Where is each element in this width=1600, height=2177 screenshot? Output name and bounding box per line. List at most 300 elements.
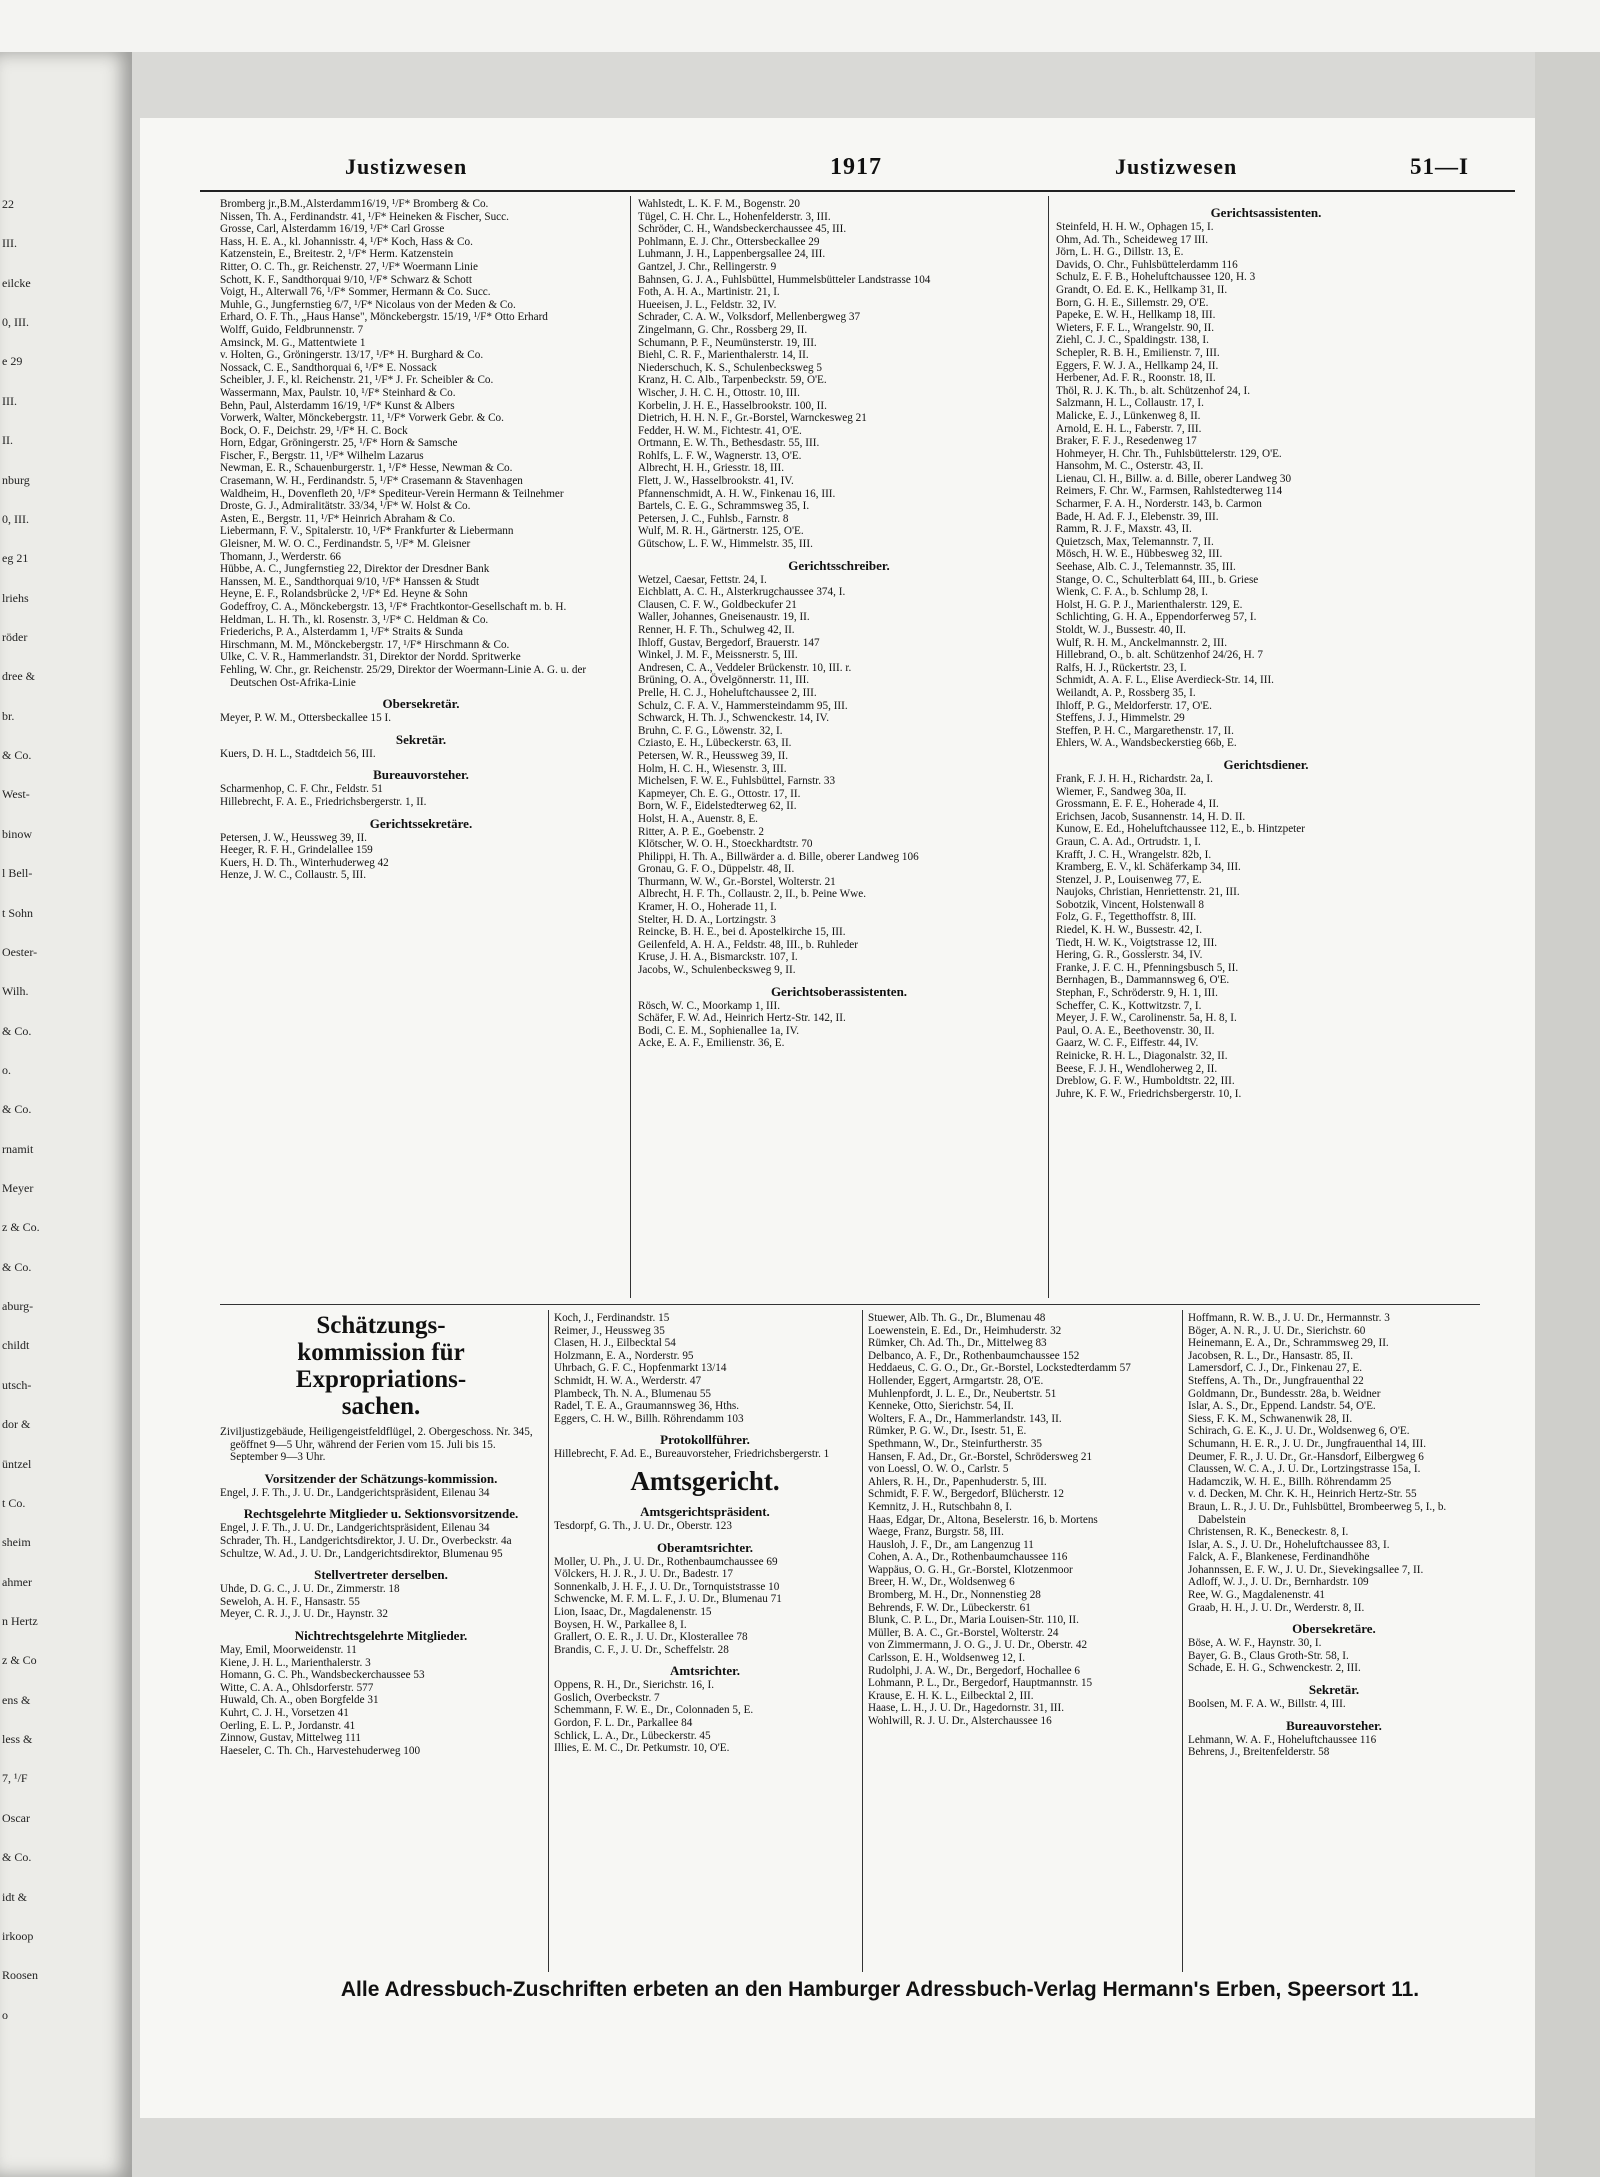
directory-entry: Franke, J. F. C. H., Pfenningsbusch 5, II. bbox=[1056, 961, 1239, 974]
adjacent-page-fragment: & Co. bbox=[2, 1259, 32, 1274]
directory-entry: Waller, Johannes, Gneisenaustr. 19, II. bbox=[638, 611, 810, 624]
directory-entry: Sonnenkalb, J. H. F., J. U. Dr., Tornquiststrasse 10 bbox=[554, 1580, 780, 1593]
directory-entry: Cohen, A. A., Dr., Rothenbaumchaussee 116 bbox=[868, 1551, 1068, 1564]
directory-entry: Petersen, W. R., Heussweg 39, II. bbox=[638, 749, 789, 762]
directory-page bbox=[140, 118, 1535, 2118]
directory-entry: Boolsen, M. F. A. W., Billstr. 4, III. bbox=[1188, 1698, 1346, 1711]
directory-entry: Waldheim, H., Dovenfleth 20, ¹/F* Spediteur-Verein Hermann & Teilnehmer bbox=[220, 487, 564, 500]
adjacent-page-fragment: Wilh. bbox=[2, 984, 29, 999]
directory-entry: Lehmann, W. A. F., Hoheluftchaussee 116 bbox=[1188, 1733, 1377, 1746]
directory-entry: Heinemann, E. A., Dr., Schrammsweg 29, II. bbox=[1188, 1337, 1389, 1350]
adjacent-page-fragment: less & bbox=[2, 1732, 33, 1747]
directory-entry: Seehase, Alb. C. J., Telemannstr. 35, III. bbox=[1056, 561, 1236, 574]
directory-entry: Zingelmann, G. Chr., Rossberg 29, II. bbox=[638, 323, 808, 336]
section-heading: Nichtrechtsgelehrte Mitglieder. bbox=[294, 1627, 468, 1643]
directory-entry: Braker, F. F. J., Resedenweg 17 bbox=[1056, 435, 1197, 448]
directory-entry: Lienau, Cl. H., Billw. a. d. Bille, oberer Landweg 30 bbox=[1056, 472, 1292, 485]
adjacent-page-fragment: idt & bbox=[2, 1889, 28, 1904]
directory-entry: Goldmann, Dr., Bundesstr. 28a, b. Weidner bbox=[1188, 1387, 1381, 1400]
directory-entry: Waege, Franz, Burgstr. 58, III. bbox=[868, 1526, 1004, 1539]
directory-entry: Schade, E. H. G., Schwenckestr. 2, III. bbox=[1188, 1662, 1361, 1675]
directory-entry: Crasemann, W. H., Ferdinandstr. 5, ¹/F* Crasemann & Stavenhagen bbox=[220, 475, 523, 488]
directory-entry: Eichblatt, A. C. H., Alsterkrugchaussee 374, I. bbox=[638, 586, 846, 599]
directory-entry: Reincke, B. H. E., bei d. Apostelkirche 15, III. bbox=[638, 926, 846, 939]
directory-entry: Pohlmann, E. J. Chr., Ottersbeckallee 29 bbox=[638, 235, 820, 248]
adjacent-page-fragment: binow bbox=[2, 826, 32, 841]
directory-entry: Erichsen, Jacob, Susannenstr. 14, H. D. II. bbox=[1056, 810, 1246, 823]
directory-entry: Kenneke, Otto, Sierichstr. 54, II. bbox=[868, 1400, 1014, 1413]
directory-entry: Plambeck, Th. N. A., Blumenau 55 bbox=[554, 1387, 712, 1400]
section-heading: Gerichtsschreiber. bbox=[788, 557, 890, 573]
adjacent-page-fragment: dor & bbox=[2, 1417, 31, 1432]
directory-entry: Cziasto, E. H., Lübeckerstr. 63, II. bbox=[638, 737, 792, 750]
directory-entry: Bahnsen, G. J. A., Fuhlsbüttel, Hummelsbütteler Landstrasse 104 bbox=[638, 273, 931, 286]
directory-entry: Rösch, W. C., Moorkamp 1, III. bbox=[638, 999, 781, 1012]
directory-entry: Henze, J. W. C., Collaustr. 5, III. bbox=[220, 869, 367, 882]
directory-entry: Siess, F. K. M., Schwanenwik 28, II. bbox=[1188, 1412, 1353, 1425]
directory-entry: Gaarz, W. C. F., Eiffestr. 44, IV. bbox=[1056, 1037, 1199, 1050]
directory-entry: Böse, A. W. F., Haynstr. 30, I. bbox=[1188, 1637, 1322, 1650]
scanner-background-right bbox=[1535, 52, 1600, 2177]
directory-entry: Behrens, J., Breitenfelderstr. 58 bbox=[1188, 1746, 1330, 1759]
adjacent-page-fragment: & Co. bbox=[2, 1023, 32, 1038]
directory-entry: Thöl, R. J. K. Th., b. alt. Schützenhof 24, I. bbox=[1056, 384, 1251, 397]
directory-entry: Braun, L. R., J. U. Dr., Fuhlsbüttel, Brombeerweg 5, I., b. Dabelstein bbox=[1188, 1500, 1447, 1526]
directory-entry: Schlick, L. A., Dr., Lübeckerstr. 45 bbox=[554, 1729, 711, 1742]
section-heading: Amtsgerichtspräsident. bbox=[640, 1503, 770, 1519]
directory-entry: Eggers, C. H. W., Billh. Röhrendamm 103 bbox=[554, 1412, 744, 1425]
directory-entry: Grandt, O. Ed. E. K., Hellkamp 31, II. bbox=[1056, 283, 1228, 296]
adjacent-page-fragment: Roosen bbox=[2, 1968, 38, 1983]
directory-entry: Stephan, F., Schröderstr. 9, H. 1, III. bbox=[1056, 987, 1218, 1000]
adjacent-page-fragment: o bbox=[2, 2007, 8, 2022]
directory-entry: Hollender, Eggert, Armgartstr. 28, O'E. bbox=[868, 1374, 1044, 1387]
directory-entry: Zinnow, Gustav, Mittelweg 111 bbox=[220, 1732, 361, 1745]
directory-entry: Hueeisen, J. L., Feldstr. 32, IV. bbox=[638, 298, 777, 311]
directory-entry: Folz, G. F., Tegetthoffstr. 8, III. bbox=[1056, 911, 1197, 924]
adjacent-page-fragment: o. bbox=[2, 1062, 11, 1077]
directory-entry: Wohlwill, R. J. U. Dr., Alsterchaussee 16 bbox=[868, 1715, 1052, 1727]
directory-entry: Kruse, J. H. A., Bismarckstr. 107, I. bbox=[638, 951, 798, 964]
column-1 bbox=[220, 198, 622, 1296]
directory-entry: Wahlstedt, L. K. F. M., Bogenstr. 20 bbox=[638, 198, 800, 210]
directory-entry: Schrader, Th. H., Landgerichtsdirektor, J. U. Dr., Overbeckstr. 4a bbox=[220, 1534, 512, 1547]
section-title: Amtsgericht. bbox=[630, 1465, 780, 1496]
directory-entry: Scharmer, F. A. H., Norderstr. 143, b. Carmon bbox=[1056, 498, 1262, 511]
directory-entry: Katzenstein, E., Breitestr. 2, ¹/F* Herm. Katzenstein bbox=[220, 248, 454, 261]
directory-entry: Schmidt, A. A. F. L., Elise Averdieck-Str. 14, III. bbox=[1056, 674, 1274, 687]
directory-entry: Hohmeyer, H. Chr. Th., Fuhlsbüttelerstr. 129, O'E. bbox=[1056, 447, 1282, 460]
adjacent-page-fragment: 0, III. bbox=[2, 315, 29, 330]
directory-entry: Davids, O. Chr., Fuhlsbüttelerdamm 116 bbox=[1056, 258, 1238, 271]
section-heading: Gerichtssekretäre. bbox=[369, 815, 473, 831]
directory-entry: Fischer, F., Bergstr. 11, ¹/F* Wilhelm Lazarus bbox=[220, 449, 424, 462]
section-heading: Gerichtsassistenten. bbox=[1210, 205, 1322, 220]
directory-entry: Biehl, C. R. F., Marienthalerstr. 14, II. bbox=[638, 349, 809, 362]
directory-entry: Meyer, C. R. J., J. U. Dr., Haynstr. 32 bbox=[220, 1608, 388, 1621]
directory-entry: Kapmeyer, Ch. E. G., Ottostr. 17, II. bbox=[638, 787, 801, 800]
directory-entry: Huwald, Ch. A., oben Borgfelde 31 bbox=[220, 1694, 379, 1707]
directory-entry: Wulf, M. R. H., Gärtnerstr. 125, O'E. bbox=[638, 525, 804, 538]
directory-entry: Hillebrecht, F. Ad. E., Bureauvorsteher, Friedrichsbergerstr. 1 bbox=[554, 1448, 830, 1461]
running-header-year: 1917 bbox=[830, 154, 882, 180]
directory-entry: Bodi, C. E. M., Sophienallee 1a, IV. bbox=[638, 1024, 800, 1037]
directory-entry: Thurmann, W. W., Gr.-Borstel, Wolterstr. 21 bbox=[638, 875, 836, 888]
directory-entry: Koch, J., Ferdinandstr. 15 bbox=[554, 1312, 670, 1324]
directory-entry: Fedder, H. W. M., Fichtestr. 41, O'E. bbox=[638, 424, 802, 437]
directory-entry: Hass, H. E. A., kl. Johannisstr. 4, ¹/F* Koch, Hass & Co. bbox=[220, 235, 473, 248]
directory-entry: Wienk, C. F. A., b. Schlump 28, I. bbox=[1056, 586, 1208, 599]
directory-entry: Stange, O. C., Schulterblatt 64, III., b. Griese bbox=[1056, 573, 1259, 586]
directory-entry: Scheffer, C. K., Kottwitzstr. 7, I. bbox=[1056, 999, 1202, 1012]
directory-entry: Reinicke, R. H. L., Diagonalstr. 32, II. bbox=[1056, 1050, 1228, 1062]
section-heading: Rechtsgelehrte Mitglieder u. Sektionsvorsitzende. bbox=[243, 1506, 519, 1522]
directory-entry: Goslich, Overbeckstr. 7 bbox=[554, 1691, 660, 1704]
directory-entry: Boysen, H. W., Parkallee 8, I. bbox=[554, 1618, 687, 1631]
directory-entry: Kuers, D. H. L., Stadtdeich 56, III. bbox=[220, 747, 376, 760]
directory-entry: Michelsen, F. W. E., Fuhlsbüttel, Farnstr. 33 bbox=[638, 775, 836, 788]
directory-entry: Islar, A. S., Dr., Eppend. Landstr. 54, O'E. bbox=[1188, 1400, 1376, 1413]
directory-entry: Haase, L. H., J. U. Dr., Hagedornstr. 31, III. bbox=[868, 1702, 1065, 1715]
directory-entry: Tesdorpf, G. Th., J. U. Dr., Oberstr. 123 bbox=[554, 1519, 732, 1532]
directory-entry: Malicke, E. J., Lünkenweg 8, II. bbox=[1056, 409, 1201, 422]
adjacent-page-fragment: n Hertz bbox=[2, 1614, 38, 1629]
adjacent-page-fragment: ens & bbox=[2, 1692, 31, 1707]
directory-entry: Rümker, P. G. W., Dr., Isestr. 51, E. bbox=[868, 1425, 1027, 1438]
directory-entry: Wappäus, O. G. H., Gr.-Borstel, Klotzenmoor bbox=[868, 1563, 1073, 1576]
adjacent-page-fragment: III. bbox=[2, 236, 17, 251]
directory-entry: Ritter, A. P. E., Goebenstr. 2 bbox=[638, 825, 765, 838]
directory-entry: Ziehl, C. J. C., Spaldingstr. 138, I. bbox=[1056, 334, 1209, 347]
directory-entry: Uhrbach, G. F. C., Hopfenmarkt 13/14 bbox=[554, 1362, 727, 1375]
adjacent-page-fragment: irkoop bbox=[2, 1928, 34, 1943]
directory-entry: Clasen, H. J., Eilbecktal 54 bbox=[554, 1337, 676, 1350]
directory-entry: Gantzel, J. Chr., Rellingerstr. 9 bbox=[638, 260, 777, 273]
directory-entry: Prelle, H. C. J., Hoheluftchaussee 2, III. bbox=[638, 686, 817, 699]
directory-entry: Amsinck, M. G., Mattentwiete 1 bbox=[220, 336, 366, 349]
directory-entry: Ree, W. G., Magdalenenstr. 41 bbox=[1188, 1589, 1326, 1602]
section-heading: Obersekretäre. bbox=[1292, 1621, 1376, 1637]
directory-entry: Steffens, J. J., Himmelstr. 29 bbox=[1056, 712, 1185, 725]
directory-entry: Haeseler, C. Th. Ch., Harvestehuderweg 100 bbox=[220, 1744, 421, 1757]
directory-entry: v. Holten, G., Gröningerstr. 13/17, ¹/F* H. Burghard & Co. bbox=[220, 349, 484, 362]
directory-entry: Weilandt, A. P., Rossberg 35, I. bbox=[1056, 686, 1196, 699]
directory-entry: Muhlenpfordt, J. L. E., Dr., Neubertstr. 51 bbox=[868, 1387, 1057, 1400]
directory-entry: Liebermann, F. V., Spitalerstr. 10, ¹/F* Frankfurter & Liebermann bbox=[220, 525, 514, 538]
directory-entry: Reimers, F. Chr. W., Farmsen, Rahlstedterweg 114 bbox=[1056, 485, 1283, 498]
adjacent-page-fragment: sheim bbox=[2, 1535, 31, 1550]
directory-entry: Delbanco, A. F., Dr., Rothenbaumchaussee 152 bbox=[868, 1349, 1080, 1362]
directory-entry: Albrecht, H. F. Th., Collaustr. 2, II., b. Peine Wwe. bbox=[638, 888, 867, 901]
directory-entry: Paul, O. A. E., Beethovenstr. 30, II. bbox=[1056, 1024, 1215, 1037]
directory-entry: Hillebrecht, F. A. E., Friedrichsbergerstr. 1, II. bbox=[220, 795, 427, 808]
directory-entry: Blunk, C. P. L., Dr., Maria Louisen-Str. 110, II. bbox=[868, 1614, 1079, 1627]
directory-entry: Godeffroy, C. A., Mönckebergstr. 13, ¹/F* Frachtkontor-Gesellschaft m. b. H. bbox=[220, 601, 567, 613]
adjacent-page-fragment: Oscar bbox=[2, 1810, 30, 1825]
directory-entry: Herbener, Ad. F. R., Roonstr. 18, II. bbox=[1056, 372, 1216, 385]
directory-entry: Tügel, C. H. Chr. L., Hohenfelderstr. 3, III. bbox=[638, 210, 831, 223]
directory-entry: Ulke, C. V. R., Hammerlandstr. 31, Direktor der Nordd. Spritwerke bbox=[220, 651, 521, 664]
adjacent-page-fragment: childt bbox=[2, 1338, 30, 1353]
directory-entry: Loewenstein, E. Ed., Dr., Heimhuderstr. 32 bbox=[868, 1324, 1062, 1337]
directory-entry: Gronau, G. F. O., Düppelstr. 48, II. bbox=[638, 863, 795, 876]
directory-entry: Albrecht, H. H., Griesstr. 18, III. bbox=[638, 462, 785, 475]
directory-entry: Schumann, H. E. R., J. U. Dr., Jungfrauenthal 14, III. bbox=[1188, 1437, 1427, 1450]
directory-entry: Grosse, Carl, Alsterdamm 16/19, ¹/F* Carl Grosse bbox=[220, 223, 445, 236]
directory-entry: Illies, E. M. C., Dr. Petkumstr. 10, O'E. bbox=[554, 1742, 730, 1755]
directory-entry: Wassermann, Max, Paulstr. 10, ¹/F* Steinhard & Co. bbox=[220, 386, 456, 399]
directory-entry: Bayer, G. B., Claus Groth-Str. 58, I. bbox=[1188, 1649, 1349, 1662]
directory-entry: Bromberg jr.,B.M.,Alsterdamm16/19, ¹/F* Bromberg & Co. bbox=[220, 198, 489, 210]
directory-entry: Hansen, F. Ad., Dr., Gr.-Borstel, Schrödersweg 21 bbox=[868, 1450, 1093, 1463]
directory-entry: Dreblow, G. F. W., Humboldtstr. 22, III. bbox=[1056, 1075, 1235, 1088]
directory-entry: Ahlers, R. H., Dr., Papenhuderstr. 5, III. bbox=[868, 1475, 1047, 1488]
directory-entry: von Zimmermann, J. O. G., J. U. Dr., Oberstr. 42 bbox=[868, 1639, 1088, 1652]
directory-entry: Scharmenhop, C. F. Chr., Feldstr. 51 bbox=[220, 783, 383, 796]
adjacent-page-fragment: br. bbox=[2, 708, 15, 723]
directory-entry: v. d. Decken, M. Chr. K. H., Heinrich Hertz-Str. 55 bbox=[1188, 1488, 1417, 1501]
directory-entry: Kuhrt, C. J. H., Vorsetzen 41 bbox=[220, 1706, 349, 1719]
column-divider bbox=[1048, 196, 1049, 1298]
directory-entry: Carlsson, E. H., Woldsenweg 12, I. bbox=[868, 1652, 1026, 1665]
adjacent-page-fragment: West- bbox=[2, 787, 30, 802]
directory-entry: Schulz, E. F. B., Hoheluftchaussee 120, H. 3 bbox=[1056, 271, 1256, 284]
directory-entry: Ralfs, H. J., Rückertstr. 23, I. bbox=[1056, 661, 1187, 674]
directory-entry: Hansohm, M. C., Osterstr. 43, II. bbox=[1056, 460, 1204, 473]
directory-entry: Homann, G. C. Ph., Wandsbeckerchaussee 53 bbox=[220, 1669, 425, 1682]
directory-entry: Wiemer, F., Sandweg 30a, II. bbox=[1056, 785, 1187, 798]
directory-entry: Petersen, J. W., Heussweg 39, II. bbox=[220, 831, 367, 844]
section-title: Schätzungs- kommission für Expropriations- sachen. bbox=[295, 1312, 467, 1420]
adjacent-page-fragment: eilcke bbox=[2, 275, 31, 290]
directory-entry: Falck, A. F., Blankenese, Ferdinandhöhe bbox=[1188, 1551, 1370, 1564]
running-header-left: Justizwesen bbox=[345, 154, 468, 179]
adjacent-page-fragment: lriehs bbox=[2, 590, 29, 605]
adjacent-page-fragment: & Co. bbox=[2, 1102, 32, 1117]
column-2 bbox=[638, 198, 1040, 1296]
directory-entry: Korbelin, J. H. E., Hasselbrookstr. 100, II. bbox=[638, 399, 827, 412]
directory-entry: Witte, C. A. A., Ohlsdorferstr. 577 bbox=[220, 1681, 374, 1694]
directory-entry: Krafft, J. C. H., Wrangelstr. 82b, I. bbox=[1056, 848, 1212, 861]
directory-entry: Stuewer, Alb. Th. G., Dr., Blumenau 48 bbox=[868, 1312, 1046, 1324]
section-heading: Bureauvorsteher. bbox=[1286, 1717, 1382, 1733]
directory-entry: Kemnitz, J. H., Rutschbahn 8, I. bbox=[868, 1500, 1012, 1513]
directory-entry: Hadamczik, W. H. E., Billh. Röhrendamm 25 bbox=[1188, 1475, 1392, 1488]
directory-entry: Kramer, H. O., Hoherade 11, I. bbox=[638, 901, 777, 914]
directory-entry: Gordon, F. L. Dr., Parkallee 84 bbox=[554, 1717, 693, 1730]
directory-entry: Wolters, F. A., Dr., Hammerlandstr. 143, II. bbox=[868, 1412, 1062, 1425]
directory-entry: Meyer, P. W. M., Ottersbeckallee 15 I. bbox=[220, 712, 392, 725]
directory-entry: Voigt, H., Alterwall 76, ¹/F* Sommer, Hermann & Co. Succ. bbox=[220, 286, 491, 299]
directory-entry: Wischer, J. H. C. H., Ottostr. 10, III. bbox=[638, 386, 800, 399]
directory-entry: Oppens, R. H., Dr., Sierichstr. 16, I. bbox=[554, 1679, 715, 1692]
directory-entry: Flett, J. W., Hasselbrookstr. 41, IV. bbox=[638, 475, 794, 488]
directory-entry: Jacobs, W., Schulenbecksweg 9, II. bbox=[638, 964, 796, 977]
directory-entry: Haas, Edgar, Dr., Altona, Beselerstr. 16, b. Mortens bbox=[868, 1513, 1098, 1526]
directory-entry: Schwarck, H. Th. J., Schwenckestr. 14, IV. bbox=[638, 712, 829, 725]
adjacent-page-fragment: e 29 bbox=[2, 354, 23, 369]
directory-entry: Horn, Edgar, Gröningerstr. 25, ¹/F* Horn & Samsche bbox=[220, 437, 458, 450]
directory-entry: Wieters, F. F. L., Wrangelstr. 90, II. bbox=[1056, 321, 1215, 334]
adjacent-page-fragment: nburg bbox=[2, 472, 30, 487]
directory-entry: Stelter, H. D. A., Lortzingstr. 3 bbox=[638, 913, 776, 926]
directory-entry: Hübbe, A. C., Jungfernstieg 22, Direktor der Dresdner Bank bbox=[220, 563, 490, 576]
directory-entry: Islar, A. S., J. U. Dr., Hoheluftchaussee 83, I. bbox=[1188, 1538, 1390, 1551]
section-heading: Amtsrichter. bbox=[670, 1663, 740, 1679]
directory-entry: Moller, U. Ph., J. U. Dr., Rothenbaumchaussee 69 bbox=[554, 1555, 778, 1568]
directory-entry: Kunow, E. Ed., Hoheluftchaussee 112, E., b. Hintzpeter bbox=[1056, 823, 1305, 836]
directory-entry: Newman, E. R., Schauenburgerstr. 1, ¹/F* Hesse, Newman & Co. bbox=[220, 462, 513, 475]
directory-entry: Salzmann, H. L., Collaustr. 17, I. bbox=[1056, 397, 1204, 410]
adjacent-page-fragment: t Sohn bbox=[2, 905, 34, 920]
column-divider bbox=[630, 196, 631, 1298]
directory-entry: Schumann, P. F., Neumünsterstr. 19, III. bbox=[638, 336, 817, 349]
directory-entry: Andresen, C. A., Veddeler Brückenstr. 10, III. r. bbox=[638, 661, 852, 674]
directory-entry: Deumer, F. R., J. U. Dr., Gr.-Hansdorf, Eilbergweg 6 bbox=[1188, 1450, 1424, 1463]
directory-entry: Ziviljustizgebäude, Heiligengeistfeldflügel, 2. Obergeschoss. Nr. 345, geöffnet 9—5 Uhr, während der Ferien vom 15. Juli bis 15. September 9—3 Uhr. bbox=[220, 1426, 533, 1464]
section-heading: Oberamtsrichter. bbox=[657, 1539, 753, 1555]
directory-entry: Grallert, O. E. R., J. U. Dr., Klosterallee 78 bbox=[554, 1631, 748, 1644]
directory-entry: Behn, Paul, Alsterdamm 16/19, ¹/F* Kunst & Albers bbox=[220, 399, 455, 412]
scanner-background bbox=[0, 0, 1600, 52]
directory-entry: Schirach, G. E. K., J. U. Dr., Woldsenweg 6, O'E. bbox=[1188, 1425, 1410, 1438]
directory-entry: Hillebrand, O., b. alt. Schützenhof 24/26, H. 7 bbox=[1056, 649, 1263, 662]
adjacent-page-fragment: Meyer bbox=[2, 1181, 34, 1196]
directory-entry: Muhle, G., Jungfernstieg 6/7, ¹/F* Nicolaus von der Meden & Co. bbox=[220, 298, 516, 311]
adjacent-page-fragment: II. bbox=[2, 433, 13, 448]
adjacent-page-fragment: & Co. bbox=[2, 748, 32, 763]
directory-entry: Petersen, J. C., Fuhlsb., Farnstr. 8 bbox=[638, 512, 789, 525]
directory-entry: Friederichs, P. A., Alsterdamm 1, ¹/F* Straits & Sunda bbox=[220, 626, 463, 639]
section-heading: Gerichtsoberassistenten. bbox=[770, 983, 908, 999]
directory-entry: Hoffmann, R. W. B., J. U. Dr., Hermannstr. 3 bbox=[1188, 1312, 1390, 1324]
section-heading: Gerichtsdiener. bbox=[1223, 756, 1309, 772]
directory-entry: Johannssen, E. F. W., J. U. Dr., Sievekingsallee 7, II. bbox=[1188, 1563, 1424, 1576]
directory-entry: Kiene, J. H. L., Marienthalerstr. 3 bbox=[220, 1656, 371, 1669]
directory-entry: Foth, A. H. A., Martinistr. 21, I. bbox=[638, 286, 780, 299]
directory-entry: Schlichting, G. H. A., Eppendorferweg 57, I. bbox=[1056, 611, 1257, 624]
directory-entry: Schott, K. F., Sandthorquai 9/10, ¹/F* Schwarz & Schott bbox=[220, 273, 472, 286]
directory-entry: Reimer, J., Heussweg 35 bbox=[554, 1324, 665, 1337]
adjacent-page-fragment: & Co. bbox=[2, 1850, 32, 1865]
directory-entry: Stoldt, W. J., Bussestr. 40, II. bbox=[1056, 624, 1186, 636]
directory-entry: Droste, G. J., Admiralitätstr. 33/34, ¹/F* W. Holst & Co. bbox=[220, 500, 471, 513]
lower-column-4 bbox=[1188, 1312, 1480, 1972]
directory-entry: Heddaeus, C. G. O., Dr., Gr.-Borstel, Lockstedterdamm 57 bbox=[868, 1362, 1131, 1375]
section-rule bbox=[220, 1304, 1480, 1305]
directory-entry: Hering, G. R., Gosslerstr. 34, IV. bbox=[1056, 949, 1203, 962]
directory-entry: Bromberg, M. H., Dr., Nonnenstieg 28 bbox=[868, 1589, 1041, 1602]
directory-entry: Arnold, E. H. L., Faberstr. 7, III. bbox=[1056, 422, 1202, 435]
lower-column-1 bbox=[220, 1312, 542, 1972]
adjacent-page-fragment: l Bell- bbox=[2, 866, 33, 881]
publisher-footer: Alle Adressbuch-Zuschriften erbeten an den Hamburger Adressbuch-Verlag Hermann's Erben, Speersort 11. bbox=[340, 1978, 1420, 2001]
directory-entry: Holzmann, E. A., Norderstr. 95 bbox=[554, 1349, 694, 1362]
directory-entry: Grossmann, E. F. E., Hoherade 4, II. bbox=[1056, 798, 1219, 811]
directory-entry: Sobotzik, Vincent, Holstenwall 8 bbox=[1056, 898, 1204, 911]
adjacent-page-fragment: aburg- bbox=[2, 1299, 34, 1314]
directory-entry: Acke, E. A. F., Emilienstr. 36, E. bbox=[638, 1037, 785, 1050]
directory-entry: Philippi, H. Th. A., Billwärder a. d. Bille, oberer Landweg 106 bbox=[638, 850, 919, 863]
directory-entry: Hirschmann, M. M., Mönckebergstr. 17, ¹/F* Hirschmann & Co. bbox=[220, 638, 510, 651]
adjacent-page-fragment: dree & bbox=[2, 669, 35, 684]
directory-entry: Oerling, E. L. P., Jordanstr. 41 bbox=[220, 1719, 356, 1732]
directory-entry: Clausen, C. F. W., Goldbeckufer 21 bbox=[638, 598, 797, 611]
directory-entry: Ihloff, P. G., Meldorferstr. 17, O'E. bbox=[1056, 699, 1212, 712]
directory-entry: Wolff, Guido, Feldbrunnenstr. 7 bbox=[220, 323, 364, 336]
directory-entry: May, Emil, Moorweidenstr. 11 bbox=[220, 1643, 357, 1656]
directory-entry: Born, W. F., Eidelstedterweg 62, II. bbox=[638, 800, 797, 813]
adjacent-page-fragment: Oester- bbox=[2, 944, 38, 959]
directory-entry: Behrends, F. W. Dr., Lübeckerstr. 61 bbox=[868, 1601, 1031, 1614]
directory-entry: Scheibler, J. F., kl. Reichenstr. 21, ¹/F* J. Fr. Scheibler & Co. bbox=[220, 374, 494, 387]
directory-entry: Hanssen, M. E., Sandthorquai 9/10, ¹/F* Hanssen & Studt bbox=[220, 575, 480, 588]
directory-entry: Steinfeld, H. H. W., Ophagen 15, I. bbox=[1056, 221, 1214, 233]
directory-entry: Rudolphi, J. A. W., Dr., Bergedorf, Hochallee 6 bbox=[868, 1664, 1081, 1677]
section-heading: Stellvertreter derselben. bbox=[314, 1567, 448, 1583]
directory-entry: Fehling, W. Chr., gr. Reichenstr. 25/29, Direktor der Woermann-Linie A. G. u. der Deutschen Ost-Afrika-Linie bbox=[220, 663, 587, 689]
directory-entry: Bade, H. Ad. F. J., Elebenstr. 39, III. bbox=[1056, 510, 1219, 523]
lower-column-2 bbox=[554, 1312, 856, 1972]
directory-entry: Frank, F. J. H. H., Richardstr. 2a, I. bbox=[1056, 772, 1213, 785]
directory-entry: Völckers, H. J. R., J. U. Dr., Badestr. 17 bbox=[554, 1568, 733, 1581]
section-heading: Vorsitzender der Schätzungs-kommission. bbox=[264, 1470, 498, 1486]
directory-entry: Bruhn, C. F. G., Löwenstr. 32, I. bbox=[638, 724, 783, 737]
directory-entry: Schultze, W. Ad., J. U. Dr., Landgerichtsdirektor, Blumenau 95 bbox=[220, 1547, 503, 1560]
directory-entry: Wulf, R. H. M., Anckelmannstr. 2, III. bbox=[1056, 636, 1228, 649]
directory-entry: Klötscher, W. O. H., Stoeckhardtstr. 70 bbox=[638, 838, 813, 851]
directory-entry: Bartels, C. E. G., Schrammsweg 35, I. bbox=[638, 500, 810, 513]
directory-entry: Naujoks, Christian, Henriettenstr. 21, III. bbox=[1056, 886, 1240, 899]
directory-entry: Gütschow, L. F. W., Himmelstr. 35, III. bbox=[638, 538, 813, 551]
directory-entry: Luhmann, J. H., Lappenbergsallee 24, III. bbox=[638, 248, 826, 261]
directory-entry: Thomann, J., Werderstr. 66 bbox=[220, 550, 342, 563]
directory-entry: Gleisner, M. W. O. C., Ferdinandstr. 5, ¹/F* M. Gleisner bbox=[220, 538, 471, 551]
directory-entry: Rümker, Ch. Ad. Th., Dr., Mittelweg 83 bbox=[868, 1337, 1047, 1350]
adjacent-page-fragment: ahmer bbox=[2, 1574, 32, 1589]
header-rule bbox=[200, 190, 1515, 192]
directory-entry: Papeke, E. W. H., Hellkamp 18, III. bbox=[1056, 309, 1216, 322]
directory-entry: Seweloh, A. H. F., Hansastr. 55 bbox=[220, 1595, 360, 1608]
directory-entry: Jörn, L. H. G., Dillstr. 13, E. bbox=[1056, 246, 1184, 259]
directory-entry: Engel, J. F. Th., J. U. Dr., Landgerichtspräsident, Eilenau 34 bbox=[220, 1522, 490, 1535]
directory-entry: Ramm, R. J. F., Maxstr. 43, II. bbox=[1056, 523, 1192, 536]
directory-entry: Juhre, K. F. W., Friedrichsbergerstr. 10, I. bbox=[1056, 1087, 1242, 1100]
directory-entry: Niederschuch, K. S., Schulenbecksweg 5 bbox=[638, 361, 822, 374]
directory-entry: Nossack, C. E., Sandthorquai 6, ¹/F* E. Nossack bbox=[220, 361, 437, 374]
column-3 bbox=[1056, 198, 1476, 1296]
directory-entry: Holm, H. C. H., Wiesenstr. 3, III. bbox=[638, 762, 787, 775]
directory-entry: Beese, F. J. H., Wendloherweg 2, II. bbox=[1056, 1062, 1218, 1075]
directory-entry: Dietrich, H. H. N. F., Gr.-Borstel, Warnckesweg 21 bbox=[638, 412, 867, 425]
directory-entry: Quietzsch, Max, Telemannstr. 7, II. bbox=[1056, 535, 1214, 548]
adjacent-page-fragment: 7, ¹/F bbox=[2, 1771, 28, 1786]
directory-entry: Nissen, Th. A., Ferdinandstr. 41, ¹/F* Heineken & Fischer, Succ. bbox=[220, 210, 509, 223]
section-heading: Protokollführer. bbox=[660, 1432, 750, 1448]
directory-entry: Rohlfs, L. F. W., Wagnerstr. 13, O'E. bbox=[638, 449, 802, 462]
directory-entry: Kramberg, E. V., kl. Schäferkamp 34, III. bbox=[1056, 861, 1241, 874]
directory-entry: Engel, J. F. Th., J. U. Dr., Landgerichtspräsident, Eilenau 34 bbox=[220, 1486, 490, 1499]
directory-entry: Asten, E., Bergstr. 11, ¹/F* Heinrich Abraham & Co. bbox=[220, 512, 456, 525]
directory-entry: Wetzel, Caesar, Fettstr. 24, I. bbox=[638, 573, 767, 586]
directory-entry: Schröder, C. H., Wandsbeckerchaussee 45, III. bbox=[638, 223, 847, 236]
adjacent-page-fragment: röder bbox=[2, 629, 28, 644]
directory-entry: Böger, A. N. R., J. U. Dr., Sierichstr. 60 bbox=[1188, 1324, 1366, 1337]
directory-entry: Ehlers, W. A., Wandsbeckerstieg 66b, E. bbox=[1056, 737, 1237, 750]
section-heading: Sekretär. bbox=[1308, 1682, 1360, 1698]
directory-entry: Graun, C. A. Ad., Ortrudstr. 1, I. bbox=[1056, 835, 1201, 848]
directory-entry: Bernhagen, B., Dammannsweg 6, O'E. bbox=[1056, 974, 1230, 987]
